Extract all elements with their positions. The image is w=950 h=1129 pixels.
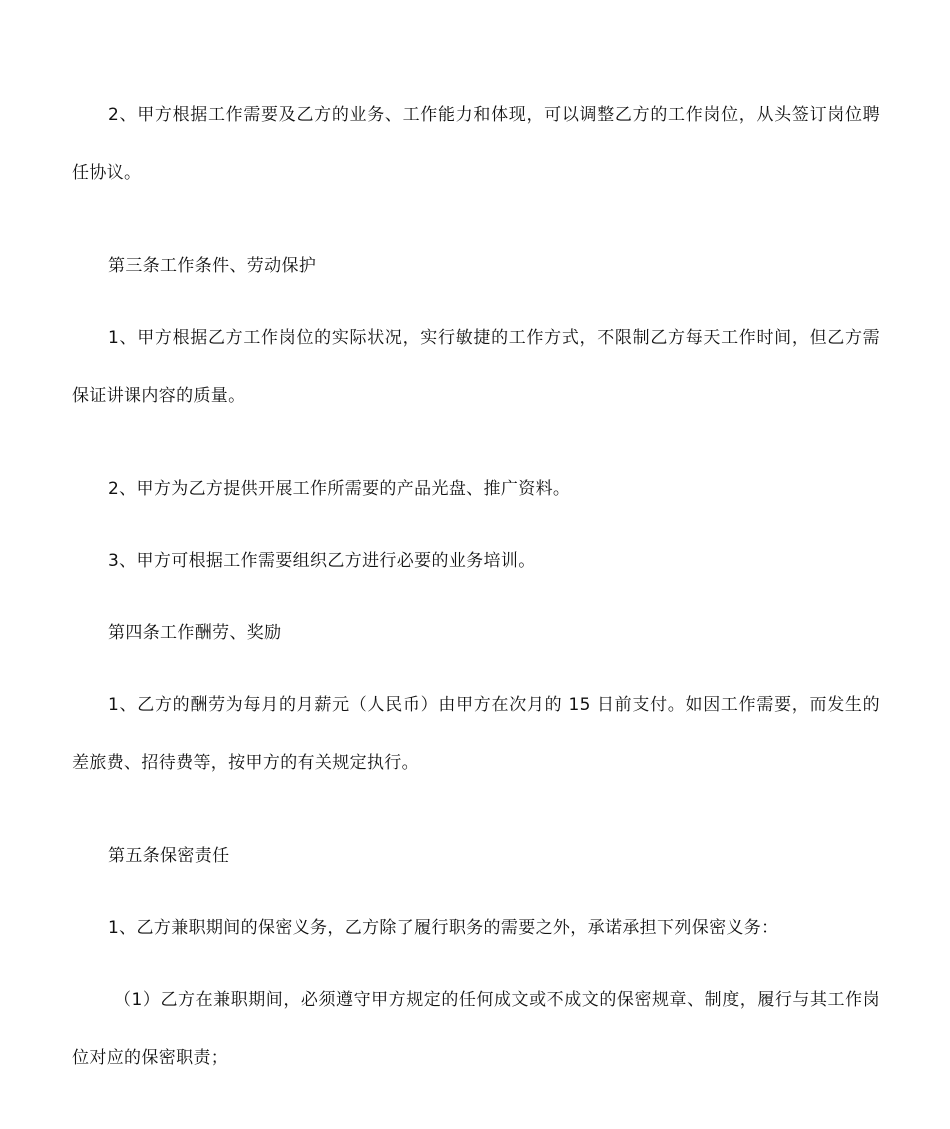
paragraph-clause-5-1-1: （1）乙方在兼职期间，必须遵守甲方规定的任何成文或不成文的保密规章、制度，履行与其工作岗位对应的保密职责； <box>72 990 880 1068</box>
heading-article-3: 第三条工作条件、劳动保护 <box>108 256 317 276</box>
paragraph-clause-5-1: 1、乙方兼职期间的保密义务，乙方除了履行职务的需要之外，承诺承担下列保密义务： <box>108 918 779 938</box>
heading-article-5: 第五条保密责任 <box>108 846 230 866</box>
paragraph-clause-2-2: 2、甲方根据工作需要及乙方的业务、工作能力和体现，可以调整乙方的工作岗位，从头签订岗位聘任协议。 <box>72 105 880 183</box>
paragraph-clause-3-2: 2、甲方为乙方提供开展工作所需要的产品光盘、推广资料。 <box>108 479 571 499</box>
document-page <box>72 86 880 1122</box>
paragraph-clause-3-1: 1、甲方根据乙方工作岗位的实际状况，实行敏捷的工作方式，不限制乙方每天工作时间，但乙方需保证讲课内容的质量。 <box>72 328 880 406</box>
heading-article-4: 第四条工作酬劳、奖励 <box>108 623 282 643</box>
paragraph-clause-3-3: 3、甲方可根据工作需要组织乙方进行必要的业务培训。 <box>108 551 536 571</box>
paragraph-clause-4-1: 1、乙方的酬劳为每月的月薪元（人民币）由甲方在次月的 15 日前支付。如因工作需要，而发生的差旅费、招待费等，按甲方的有关规定执行。 <box>72 695 880 773</box>
